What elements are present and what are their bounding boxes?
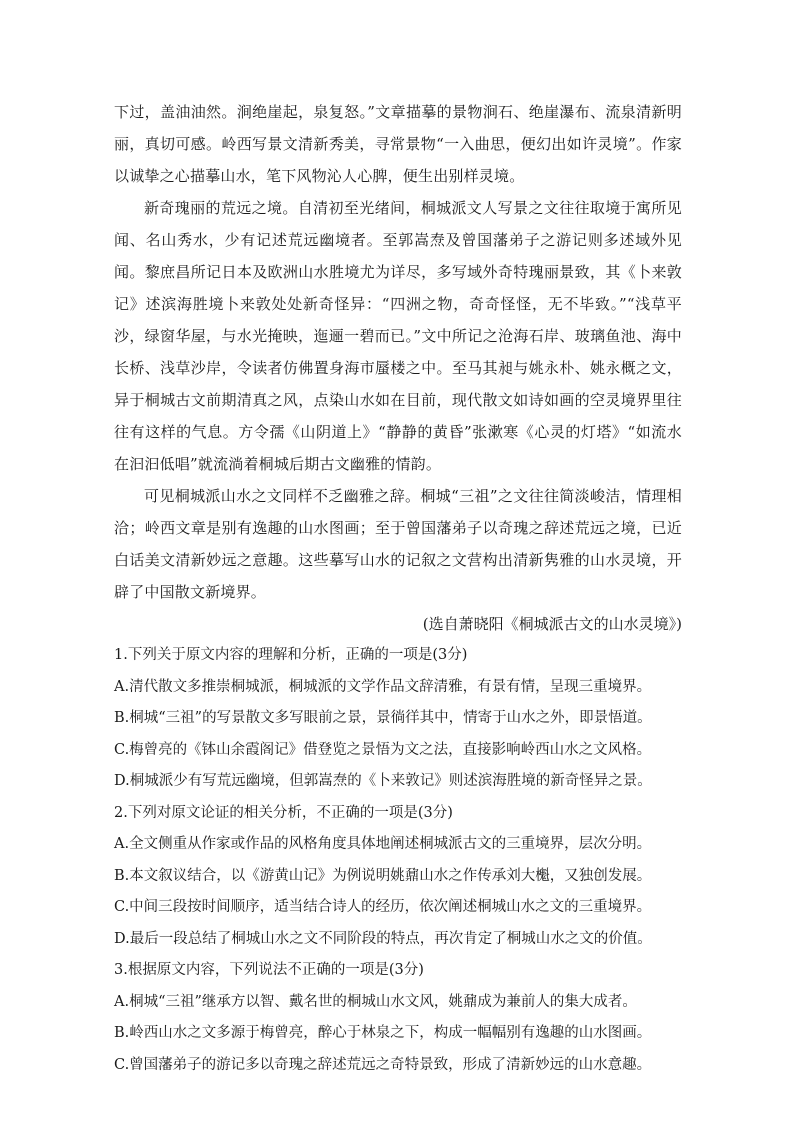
question-stem: 1.下列关于原文内容的理解和分析，正确的一项是(3分) xyxy=(114,647,468,663)
option-c: C.中间三段按时间顺序，适当结合诗人的经历，依次阐述桐城山水之文的三重境界。 xyxy=(114,899,652,915)
question-stem: 3.根据原文内容，下列说法不正确的一项是(3分) xyxy=(114,962,424,978)
passage-paragraph-2: 新奇瑰丽的荒远之境。自清初至光绪间，桐城派文人写景之文往往取境于寓所见闻、名山秀水，少有记述荒远幽境者。至郭嵩焘及曾国藩弟子之游记则多述域外见闻。黎庶昌所记日本及欧洲山水胜境尤为详尽，多写域外奇特瑰丽景致，其《卜来敦记》述滨海胜境卜来敦处处新奇怪异：“四洲之物，奇奇怪怪，无不毕致。”“浅草平沙，绿窗华屋，与水光掩映，迤逦一碧而已。”文中所记之沧海石岸、玻璃鱼池、海中长桥、浅草沙岸，令读者仿佛置身海市蜃楼之中。至马其昶与姚永朴、姚永概之文，异于桐城古文前期清真之风，点染山水如在目前，现代散文如诗如画的空灵境界里往往有这样的气息。方令孺《山阴道上》“静静的黄昏”张漱寒《心灵的灯塔》“如流水在汩汩低唱”就流淌着桐城后期古文幽雅的情韵。 xyxy=(114,199,682,473)
option-c: C.梅曾亮的《钵山余霞阁记》借登览之景悟为文之法，直接影响岭西山水之文风格。 xyxy=(114,741,652,758)
question-2 xyxy=(114,798,682,956)
option-b: B.岭西山水之文多源于梅曾亮，醉心于林泉之下，构成一幅幅别有逸趣的山水图画。 xyxy=(114,1025,652,1041)
question-1 xyxy=(114,640,682,798)
document-page xyxy=(114,96,682,1081)
passage-paragraph-3: 可见桐城派山水之文同样不乏幽雅之辞。桐城“三祖”之文往往简淡峻洁，情理相洽；岭西文章是别有逸趣的山水图画；至于曾国藩弟子以奇瑰之辞述荒远之境，已近白话美文清新妙远之意趣。这些摹写山水的记叙之文营构出清新隽雅的山水灵境，开辟了中国散文新境界。 xyxy=(114,487,682,601)
option-b: B.桐城“三祖”的写景散文多写眼前之景，景徜徉其中，情寄于山水之外，即景悟道。 xyxy=(114,710,652,726)
passage-paragraph-1: 下过，盖油油然。涧绝崖起，泉复怒。”文章描摹的景物涧石、绝崖瀑布、流泉清新明丽，真切可感。岭西写景文清新秀美，寻常景物“一入曲思，便幻出如许灵境”。作家以诚挚之心描摹山水，笔下风物沁人心脾，便生出别样灵境。 xyxy=(114,103,682,185)
option-d: D.桐城派少有写荒远幽境，但郭嵩焘的《卜来敦记》则述滨海胜境的新奇怪异之景。 xyxy=(114,773,652,789)
option-c: C.曾国藩弟子的游记多以奇瑰之辞述荒远之奇特景致，形成了清新妙远的山水意趣。 xyxy=(114,1056,652,1073)
option-b: B.本文叙议结合，以《游黄山记》为例说明姚鼐山水之作传承刘大櫆，又独创发展。 xyxy=(114,867,652,884)
option-a: A.桐城“三祖”继承方以智、戴名世的桐城山水文风，姚鼐成为兼前人的集大成者。 xyxy=(114,993,637,1010)
option-a: A.清代散文多推崇桐城派，桐城派的文学作品文辞清雅，有景有情，呈现三重境界。 xyxy=(114,678,652,695)
option-d: D.最后一段总结了桐城山水之文不同阶段的特点，再次肯定了桐城山水之文的价值。 xyxy=(114,930,652,947)
passage-source: (选自萧晓阳《桐城派古文的山水灵境》) xyxy=(422,615,682,633)
question-stem: 2.下列对原文论证的相关分析，不正确的一项是(3分) xyxy=(114,804,453,821)
option-a: A.全文侧重从作家或作品的风格角度具体地阐述桐城派古文的三重境界，层次分明。 xyxy=(114,836,652,852)
question-3 xyxy=(114,955,682,1081)
